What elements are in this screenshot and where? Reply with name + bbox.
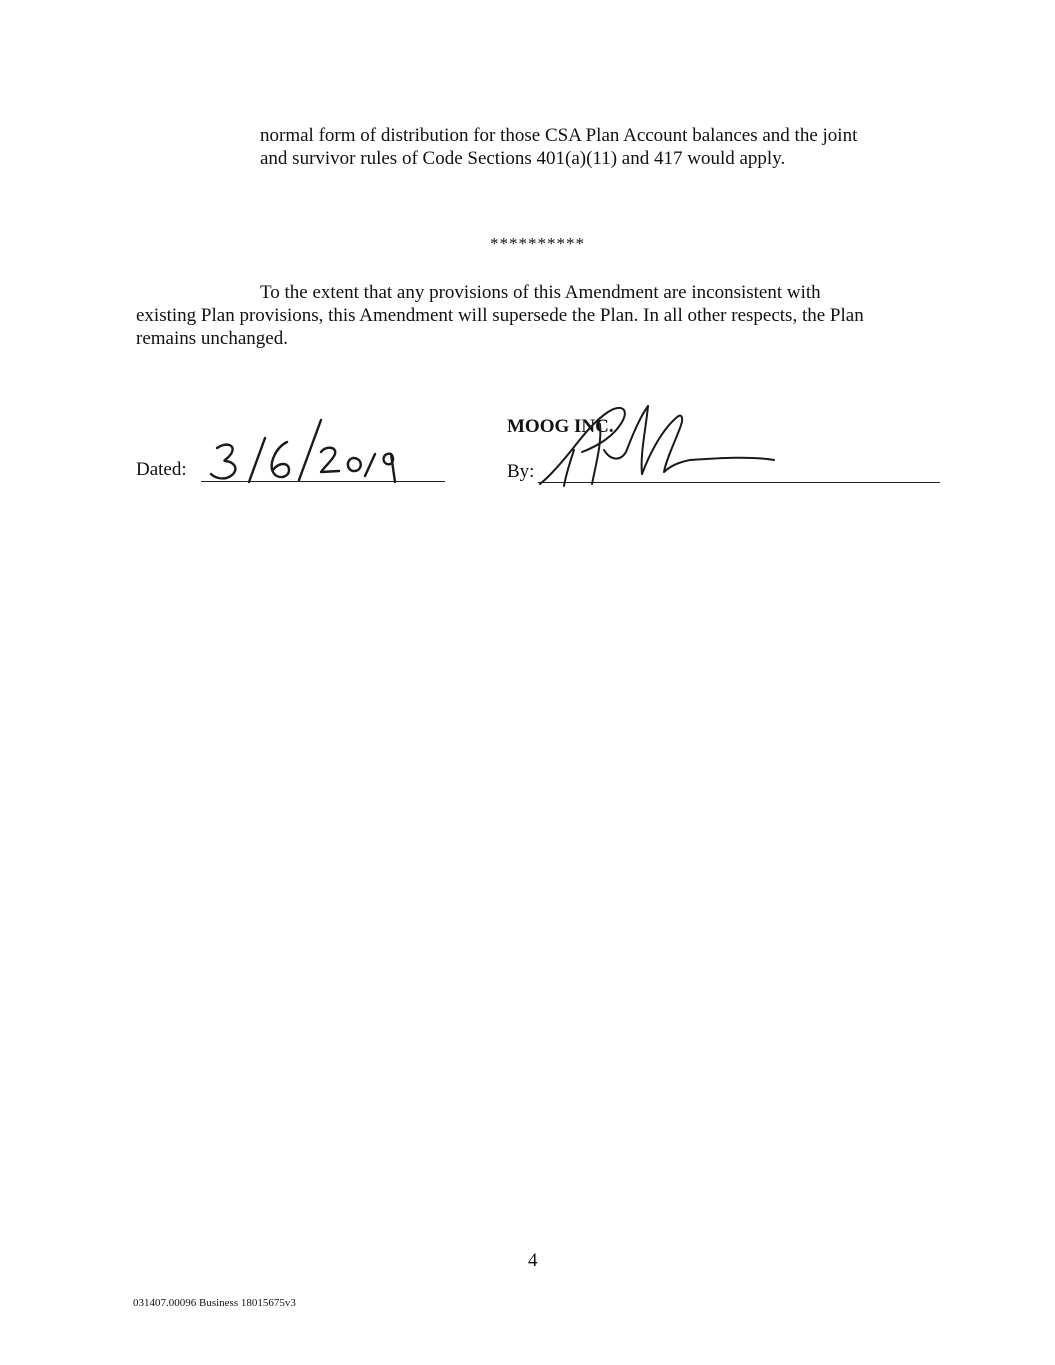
continued-paragraph — [260, 124, 857, 170]
paragraph-line: remains unchanged. — [136, 328, 288, 349]
paragraph-line: To the extent that any provisions of this Amendment are inconsistent with — [260, 282, 821, 303]
handwritten-date — [195, 414, 435, 488]
by-label: By: — [507, 461, 535, 482]
paragraph-line: existing Plan provisions, this Amendment will supersede the Plan. In all other respects, the Plan — [136, 305, 864, 326]
company-name: MOOG INC. — [507, 416, 614, 437]
dated-label: Dated: — [136, 459, 187, 480]
document-id-footer: 031407.00096 Business 18015675v3 — [133, 1297, 296, 1309]
paragraph-line: normal form of distribution for those CSA Plan Account balances and the joint — [260, 125, 858, 146]
paragraph-line: and survivor rules of Code Sections 401(a)(11) and 417 would apply. — [260, 148, 786, 169]
closing-paragraph — [136, 281, 864, 350]
handwritten-signature — [530, 398, 790, 490]
page-number: 4 — [528, 1250, 538, 1271]
section-separator: ********** — [490, 234, 585, 253]
